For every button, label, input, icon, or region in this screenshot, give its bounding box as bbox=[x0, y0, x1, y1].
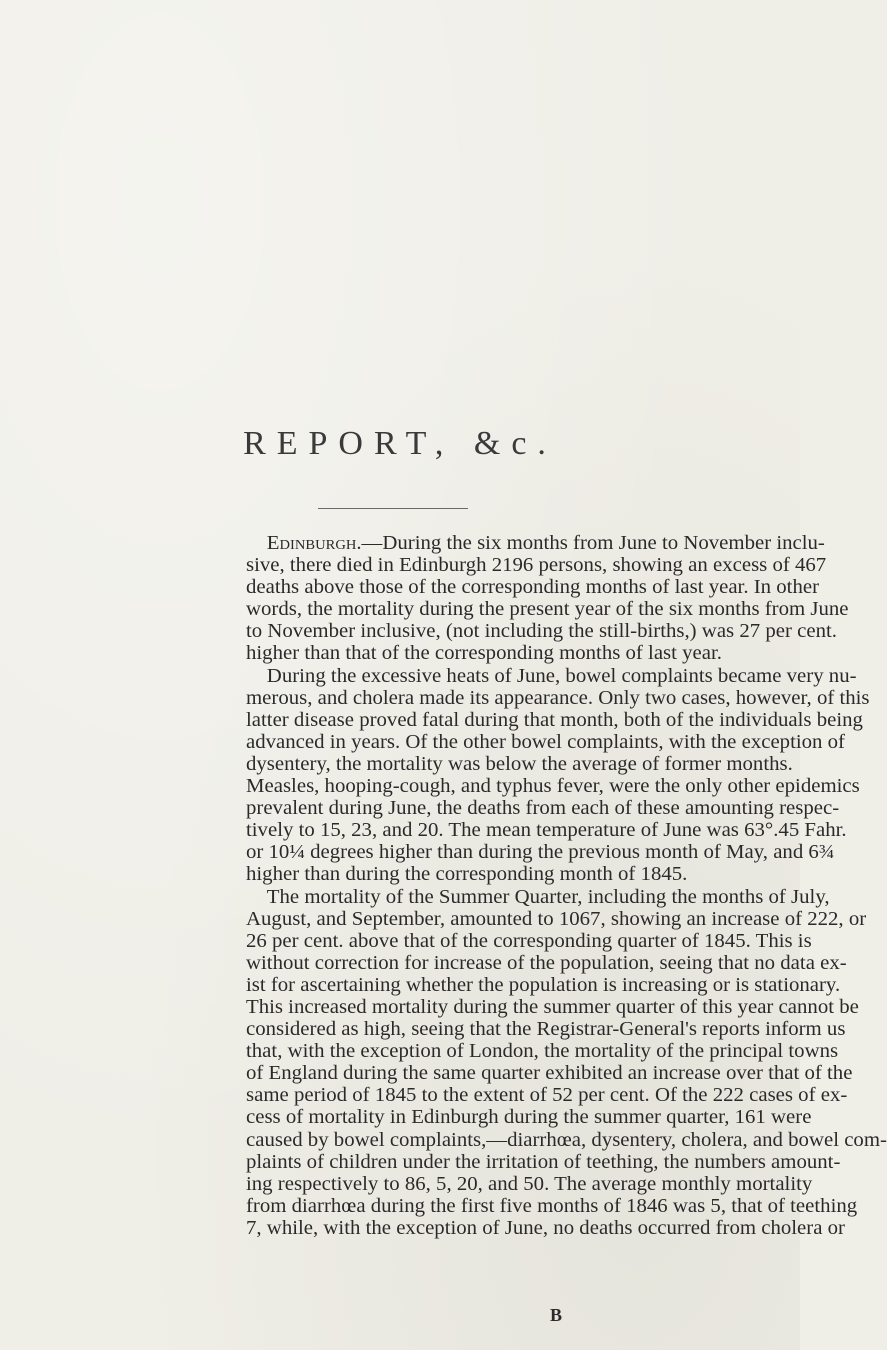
text-line: August, and September, amounted to 1067, showing an increase of 222, or bbox=[246, 907, 867, 930]
text-line: words, the mortality during the present year of the six months from June bbox=[246, 598, 849, 621]
text-line: ing respectively to 86, 5, 20, and 50. The average monthly mortality bbox=[246, 1172, 813, 1195]
text-line: latter disease proved fatal during that month, both of the individuals being bbox=[246, 708, 863, 731]
text-line: of England during the same quarter exhibited an increase over that of the bbox=[246, 1062, 853, 1085]
text-line: merous, and cholera made its appearance. Only two cases, however, of this bbox=[246, 686, 870, 709]
text-line: or 10¼ degrees higher than during the previous month of May, and 6¾ bbox=[246, 841, 835, 864]
text-line: advanced in years. Of the other bowel complaints, with the exception of bbox=[246, 730, 845, 753]
text-line: 26 per cent. above that of the corresponding quarter of 1845. This is bbox=[246, 929, 812, 952]
heading-rule bbox=[318, 508, 468, 509]
text-line: without correction for increase of the population, seeing that no data ex- bbox=[246, 951, 847, 974]
signature-mark: B bbox=[550, 1305, 563, 1325]
text-line: The mortality of the Summer Quarter, including the months of July, bbox=[266, 885, 830, 908]
text-line: cess of mortality in Edinburgh during the summer quarter, 161 were bbox=[246, 1106, 812, 1129]
line-text: During the six months from June to November inclu- bbox=[382, 532, 825, 554]
text-line bbox=[246, 532, 825, 554]
text-line: caused by bowel complaints,—diarrhœa, dysentery, cholera, and bowel com- bbox=[246, 1128, 887, 1151]
text-line: ist for ascertaining whether the population is increasing or is stationary. bbox=[246, 973, 841, 996]
place-lead: Edinburgh. bbox=[266, 532, 362, 554]
report-body bbox=[246, 532, 887, 1239]
em-dash: — bbox=[361, 532, 383, 554]
text-line: This increased mortality during the summer quarter of this year cannot be bbox=[246, 995, 859, 1018]
text-line: Measles, hooping-cough, and typhus fever, were the only other epidemics bbox=[246, 775, 860, 798]
text-line: dysentery, the mortality was below the average of former months. bbox=[246, 752, 793, 775]
text-line: sive, there died in Edinburgh 2196 persons, showing an excess of 467 bbox=[246, 554, 827, 577]
text-line: higher than during the corresponding month of 1845. bbox=[246, 863, 688, 886]
text-line: same period of 1845 to the extent of 52 per cent. Of the 222 cases of ex- bbox=[246, 1084, 848, 1107]
page-heading: REPORT, &c. bbox=[243, 425, 557, 462]
text-line: 7, while, with the exception of June, no deaths occurred from cholera or bbox=[246, 1216, 845, 1239]
text-line: from diarrhœa during the first five months of 1846 was 5, that of teething bbox=[246, 1194, 858, 1217]
text-line: deaths above those of the corresponding months of last year. In other bbox=[246, 576, 820, 599]
text-line: prevalent during June, the deaths from each of these amounting respec- bbox=[246, 797, 840, 820]
text-line: to November inclusive, (not including the still-births,) was 27 per cent. bbox=[246, 620, 837, 643]
text-line: considered as high, seeing that the Registrar-General's reports inform us bbox=[246, 1018, 846, 1041]
text-line: tively to 15, 23, and 20. The mean temperature of June was 63°.45 Fahr. bbox=[246, 819, 847, 842]
text-line: plaints of children under the irritation of teething, the numbers amount- bbox=[246, 1150, 841, 1173]
text-line: that, with the exception of London, the mortality of the principal towns bbox=[246, 1040, 839, 1063]
text-line: During the excessive heats of June, bowel complaints became very nu- bbox=[266, 664, 857, 687]
text-line: higher than that of the corresponding months of last year. bbox=[246, 642, 722, 665]
